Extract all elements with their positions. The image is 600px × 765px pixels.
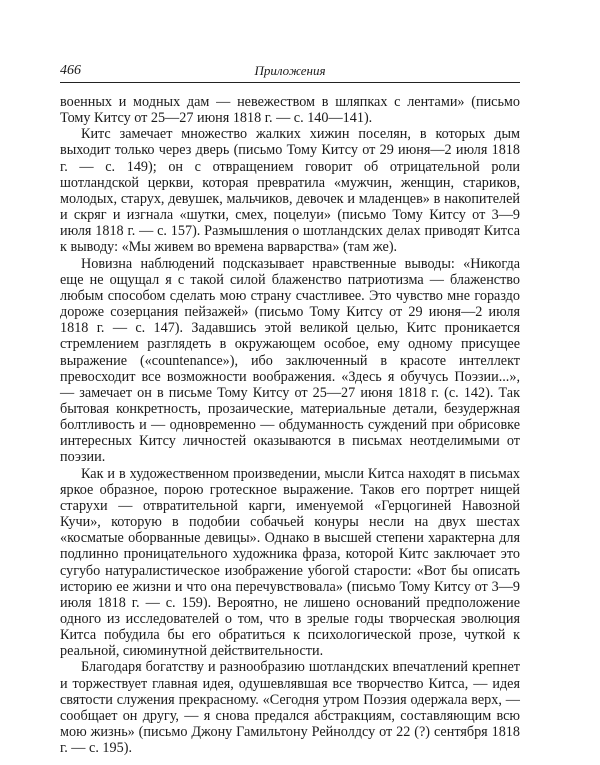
paragraph: Как и в художественном произведении, мысли Китса находят в письмах яркое образное, порою гротескное выражение. Таков его портрет нищей старухи — отвратительной карги, именуемой «Герцогиней Навозной Кучи», которую в подобии собачьей конуры несли на двух шестах «косматые оборванные девицы». Однако в высшей степени характерна для подлинно проницательного художника фраза, которой Китс заключает это сугубо натуралистическое изображение убогой старости: «Вот бы описать историю ее жизни и что она перечувствовала» (письмо Тому Китсу от 3—9 июля 1818 г. — с. 159). Вероятно, не лишено оснований предположение одного из исследователей о том, что в зрелые годы творческая эволюция Китса побудила бы его обратиться к психологической прозе, чуткой к реальной, сиюминутной действительности. bbox=[60, 465, 520, 660]
paragraph-continued: военных и модных дам — невежеством в шляпках с лентами» (письмо Тому Китсу от 25—27 июня 1818 г. — с. 140—141). bbox=[60, 94, 520, 127]
paragraph: Новизна наблюдений подсказывает нравственные выводы: «Никогда еще не ощущал я с такой силой блаженство патриотизма — блаженство любым способом сделать мою страну счастливее. Это чувство мне гораздо дороже созерцания пейзажей» (письмо Тому Китсу от 29 июня—2 июля 1818 г. — с. 147). Задавшись этой великой целью, Китс проникается стремлением разглядеть в окружающем особое, ему одному присущее выражение («countenance»), ибо заключенный в красоте интеллект превосходит все возможности воображения. «Здесь я обучусь Поэзии...», — замечает он в письме Тому Китсу от 25—27 июня 1818 г. (с. 142). Так бытовая конкретность, прозаические, материальные детали, безудержная болтливость и — одновременно — обдуманность суждений при обрисовке интересных Китсу личностей оказываются в письмах неотделимыми от поэзии. bbox=[60, 255, 520, 466]
running-title: Приложения bbox=[254, 63, 326, 78]
paragraph: Благодаря богатству и разнообразию шотландских впечатлений крепнет и торжествует главная идея, одушевлявшая все творчество Китса, — идея святости служения прекрасному. «Сегодня утром Поэзия одержала верх, — сообщает он другу, — я снова предался абстракциям, составляющим всю мою жизнь» (письмо Джону Гамильтону Рейнолдсу от 22 (?) сентября 1818 г. — с. 195). bbox=[60, 659, 520, 757]
page-number: 466 bbox=[60, 63, 81, 78]
body-text bbox=[60, 94, 520, 756]
running-header bbox=[60, 62, 520, 83]
paragraph: Китс замечает множество жалких хижин поселян, в которых дым выходит только через дверь (письмо Тому Китсу от 29 июня—2 июля 1818 г. — с. 149); он с отвращением говорит об отрицательной роли шотландской церкви, которая превратила «мужчин, женщин, стариков, молодых, старух, девушек, мальчиков, девочек и младенцев» в накопителей и скряг и изгнала «шутки, смех, поцелуи» (письмо Тому Китсу от 3—9 июля 1818 г. — с. 157). Размышления о шотландских делах приводят Китса к выводу: «Мы живем во времена варварства» (там же). bbox=[60, 126, 520, 256]
